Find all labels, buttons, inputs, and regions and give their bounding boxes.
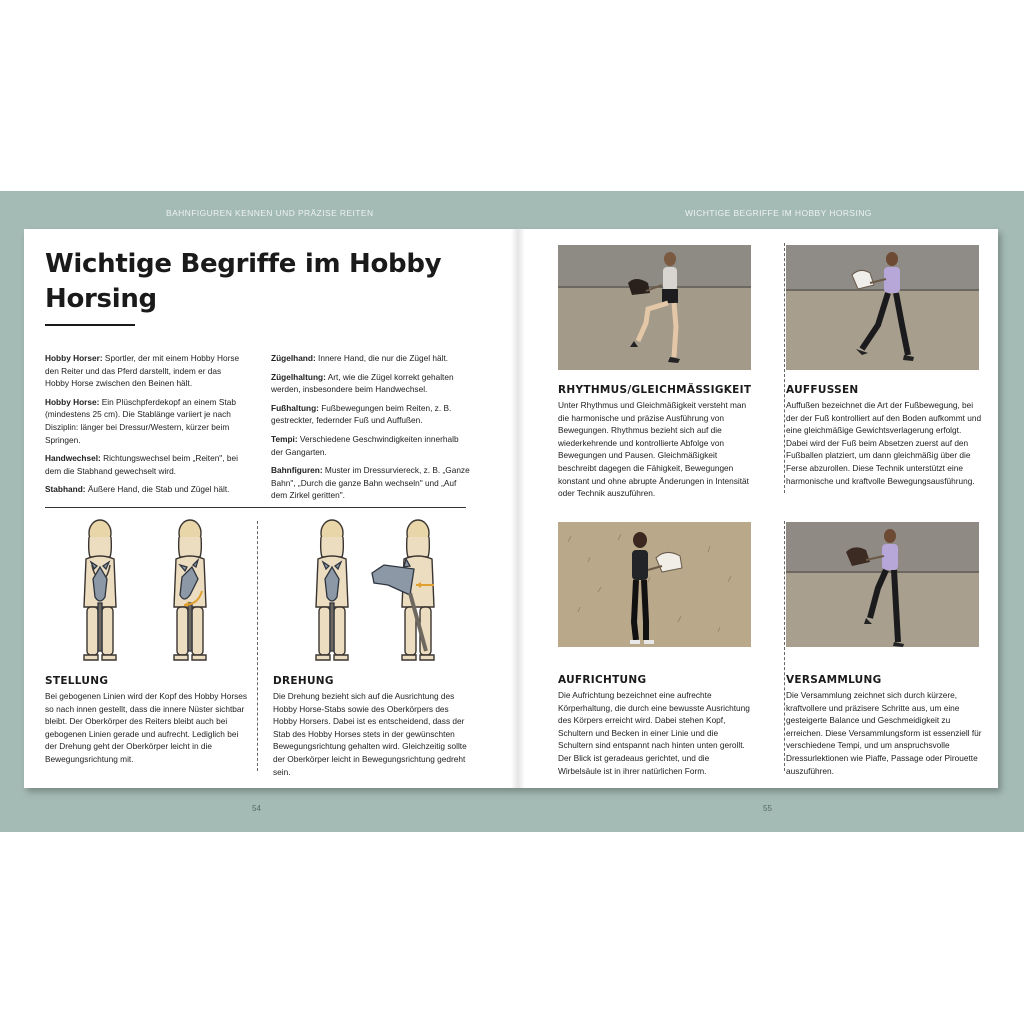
section-text-auffussen: Auffußen bezeichnet die Art der Fußbewegung, bei der der Fuß kontrolliert auf den Boden aufkommt und eine gleichmäßige Gewichtsverlagerung erfolgt. Dabei wird der Fuß beim Absetzen zuerst auf den Fußballen platziert, um dann gleichmäßig über die Ferse abzurollen. Diese Technik unterstützt eine harmonische und kraftvolle Bewegungsausführung. <box>786 400 982 486</box>
column-separator <box>257 521 258 771</box>
section-heading-rhythmus: RHYTHMUS/GLEICHMÄSSIGKEIT <box>558 384 752 396</box>
column-separator <box>784 521 785 771</box>
glossary-definition: Richtungswechsel beim „Reiten", bei dem die Stabhand gewechselt wird. <box>45 453 238 476</box>
glossary-term: Zügelhaltung: <box>271 371 326 382</box>
glossary-term: Hobby Horser: <box>45 353 103 363</box>
glossary-definition: Äußere Hand, die Stab und Zügel hält. <box>85 484 230 495</box>
glossary-entry <box>271 464 471 502</box>
glossary-entry <box>45 352 245 390</box>
section-heading-drehung: DREHUNG <box>273 675 334 687</box>
stellung-illustration <box>64 519 244 669</box>
section-heading-stellung: STELLUNG <box>45 675 109 687</box>
glossary-entry <box>271 371 471 396</box>
glossary-entry <box>45 396 245 446</box>
glossary-definition: Innere Hand, die nur die Zügel hält. <box>315 353 449 363</box>
section-text-aufrichtung: Die Aufrichtung bezeichnet eine aufrechte Körperhaltung, die durch eine bewusste Ausrichtung des Körpers erreicht wird. Dabei stehen Kopf, Schultern und Becken in einer Linie und die Schultern sind entspannt nach hinten unten gerollt. Der Blick ist geradeaus gerichtet, und die Wirbelsäule ist in ihrer natürlichen Form. <box>558 690 750 776</box>
glossary-definition: Ein Plüschpferdekopf an einem Stab (mindestens 25 cm). Die Stablänge variiert je nach Disziplin: länger bei Dressur/Western, kürzer beim Springen. <box>45 396 236 445</box>
drehung-illustration <box>292 519 472 669</box>
glossary-column-right <box>271 352 471 508</box>
page-title: Wichtige Begriffe im Hobby Horsing <box>45 249 442 314</box>
glossary-term: Hobby Horse: <box>45 396 100 407</box>
section-heading-auffussen: AUFFUSSEN <box>786 384 859 396</box>
glossary-definition: Sportler, der mit einem Hobby Horse den Reiter und das Pferd darstellt, indem er das Hobby Horse zwischen den Beinen hält. <box>45 353 240 389</box>
glossary-definition: Fußbewegungen beim Reiten, z. B. gestreckter, federnder Fuß und Auffußen. <box>271 402 452 426</box>
page-number-left: 54 <box>252 804 261 813</box>
book-gutter <box>511 229 525 788</box>
glossary-divider <box>45 507 466 508</box>
glossary-definition: Art, wie die Zügel korrekt gehalten werden, insbesondere beim Handwechsel. <box>271 371 454 395</box>
section-heading-versammlung: VERSAMMLUNG <box>786 674 882 686</box>
glossary-entry <box>45 452 245 477</box>
section-heading-aufrichtung: AUFRICHTUNG <box>558 674 647 686</box>
glossary-entry <box>45 483 245 496</box>
book-spread <box>24 229 998 788</box>
glossary-definition: Verschiedene Geschwindigkeiten innerhalb der Gangarten. <box>271 433 459 457</box>
running-head-right: WICHTIGE BEGRIFFE IM HOBBY HORSING <box>685 208 872 218</box>
title-underline <box>45 324 135 326</box>
section-text-drehung: Die Drehung bezieht sich auf die Ausrichtung des Hobby Horse-Stabs sowie des Oberkörpers des Hobby Horsers. Dabei ist es entscheidend, dass der Stab des Hobby Horses stets in der gewünschten Bewegungsrichtung gehalten wird. Gleichzeitig sollte der Oberkörper leicht in Bewegungsrichtung gedreht sein. <box>273 691 467 777</box>
section-text-versammlung: Die Versammlung zeichnet sich durch kürzere, kraftvollere und präzisere Schritte aus, um eine gesteigerte Balance und Geschmeidigkeit zu erreichen. Diese Versammlungsform ist essenziell für verschiedene Tempi, und um anspruchsvolle Dressurlektionen wie Piaffe, Passage oder Pirouette auszuführen. <box>786 690 982 776</box>
page-number-right: 55 <box>763 804 772 813</box>
photo-versammlung <box>786 522 979 647</box>
section-text-stellung: Bei gebogenen Linien wird der Kopf des Hobby Horses so nach innen gestellt, dass die innere Nüster sichtbar bleibt. Der Oberkörper des Reiters bleibt auch bei gebogenen Linien gerade und aufrecht. Lediglich bei der Drehung geht der Oberkörper leicht in die Bewegungsrichtung mit. <box>45 691 248 764</box>
glossary-term: Bahnfiguren: <box>271 465 323 476</box>
photo-aufrichtung <box>558 522 751 647</box>
glossary-term: Handwechsel: <box>45 453 101 464</box>
photo-auffussen <box>786 245 979 370</box>
glossary-column-left <box>45 352 245 502</box>
glossary-entry <box>271 352 471 365</box>
column-separator <box>784 243 785 493</box>
photo-rhythmus <box>558 245 751 370</box>
glossary-entry <box>271 433 471 458</box>
running-head-left: BAHNFIGUREN KENNEN UND PRÄZISE REITEN <box>166 208 374 218</box>
glossary-term: Tempi: <box>271 433 298 444</box>
section-text-rhythmus: Unter Rhythmus und Gleichmäßigkeit versteht man die harmonische und präzise Ausführung von Bewegungen. Rhythmus bezieht sich auf die wiederkehrende und kontrollierte Abfolge von Bewegungen und Pausen. Gleichmäßigkeit beschreibt dagegen die Fähigkeit, Bewegungen konstant und ohne abrupte Änderungen in Intensität oder Technik auszuführen. <box>558 400 749 499</box>
glossary-entry <box>271 402 471 427</box>
glossary-term: Fußhaltung: <box>271 402 319 413</box>
glossary-term: Zügelhand: <box>271 353 316 363</box>
glossary-definition: Muster im Dressurviereck, z. B. „Ganze Bahn", „Durch die ganze Bahn wechseln" und „Auf dem Zirkel geritten". <box>271 465 470 501</box>
glossary-term: Stabhand: <box>45 484 86 495</box>
